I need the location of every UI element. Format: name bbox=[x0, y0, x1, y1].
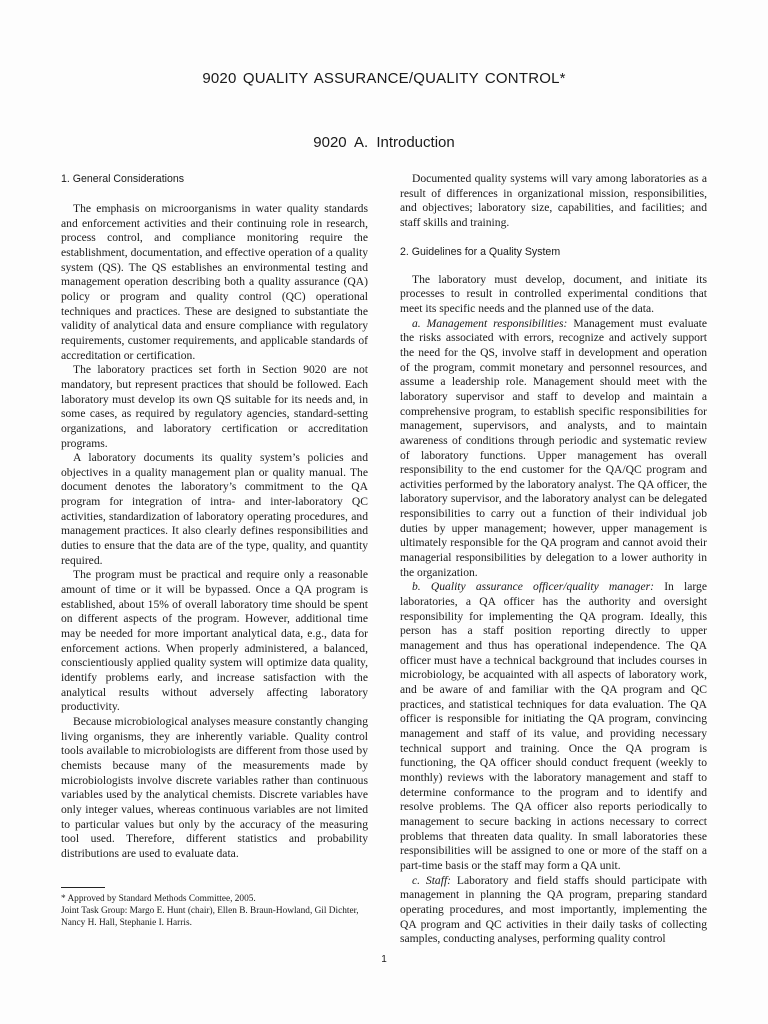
footnote-divider bbox=[61, 887, 105, 888]
left-column bbox=[61, 172, 368, 862]
item-text: Laboratory and field staffs should participate with management in planning the QA program, preparing standard operating procedures, and most importantly, implementing the QA program and QC activities in their daily tasks of collecting samples, conducting analyses, performing quality control bbox=[400, 873, 708, 946]
item-staff bbox=[400, 874, 707, 947]
footnote-task-group: Joint Task Group: Margo E. Hunt (chair), Ellen B. Braun-Howland, Gil Dichter, Nancy H. Hall, Stephanie I. Harris. bbox=[61, 905, 359, 928]
subheading-general-considerations: 1. General Considerations bbox=[61, 173, 185, 185]
item-text: Management must evaluate the risks associated with errors, recognize and actively support the need for the QS, involve staff in development and operation of the program, commit monetary and personnel resources, and assume a leadership role. Management should meet with the laboratory supervisor and staff to develop and maintain a comprehensive program, to establish specific responsibilities for management, supervisors, and analysts, and to maintain awareness of conditions through periodic and systematic review of laboratory functions. Upper management has overall responsibility to the end customer for the QA/QC program and activities performed by the laboratory analyst. The QA officer, the laboratory supervisor, and the laboratory analyst can be delegated responsibilities to carry out a function of their individual job duties by upper management; however, upper management is ultimately responsible for the QA program and cannot avoid their managerial responsibilities by delegation to a lower authority in the organization. bbox=[400, 316, 708, 579]
right-column bbox=[400, 172, 707, 947]
run-in-heading: c. Staff: bbox=[412, 873, 452, 887]
document-title: 9020 QUALITY ASSURANCE/QUALITY CONTROL* bbox=[202, 70, 566, 87]
paragraph: The laboratory practices set forth in Section 9020 are not mandatory, but represent practices that should be followed. Each laboratory must develop its own QS suitable for its needs and, in some cases, as required by regulatory agencies, standard-setting organizations, and laboratory certification or accreditation programs. bbox=[61, 363, 368, 450]
paragraph: Documented quality systems will vary among laboratories as a result of differences in organizational mission, responsibilities, and objectives; laboratory size, capabilities, and facilities; and staff skills and training. bbox=[400, 172, 707, 229]
item-management-responsibilities bbox=[400, 317, 707, 581]
run-in-heading: b. Quality assurance officer/quality manager: bbox=[412, 580, 654, 594]
paragraph: The laboratory must develop, document, and initiate its processes to result in controlled experimental conditions that meet its specific needs and the planned use of the data. bbox=[400, 272, 707, 315]
page-number: 1 bbox=[381, 954, 387, 965]
run-in-heading: a. Management responsibilities: bbox=[412, 316, 568, 330]
item-text: In large laboratories, a QA officer has the authority and oversight responsibility for implementing the QA program. Ideally, this person has a staff position reporting directly to upper management and thus has operational independence. The QA officer must have a technical background that includes courses in microbiology, be acquainted with all aspects of laboratory work, and be aware of and familiar with the QA program and QC practices, and statistical techniques for data evaluation. The QA officer is responsible for initiating the QA program, convincing management and staff of its value, and providing necessary technical support and training. Once the QA program is functioning, the QA officer should conduct frequent (weekly to monthly) reviews with the laboratory management and staff to determine conformance to the program and to identify and resolve problems. The QA officer also reports periodically to management to secure backing in actions necessary to correct problems that threaten data quality. In small laboratories these responsibilities will be assigned to one or more of the staff on a part-time basis or the staff may form a QA unit. bbox=[400, 580, 707, 872]
paragraph: Because microbiological analyses measure constantly changing living organisms, they are inherently variable. Quality control tools available to microbiologists are different from those used by chemists because many of the measurements made by microbiologists involve discrete variables rather than continuous variables used by the analytical chemists. Discrete variables have only integer values, whereas continuous variables are not limited to particular values but only by the accuracy of the measuring tool used. Therefore, different statistics and probability distributions are used to evaluate data. bbox=[61, 714, 368, 860]
subheading-guidelines: 2. Guidelines for a Quality System bbox=[400, 245, 561, 258]
item-quality-assurance-officer bbox=[400, 580, 707, 873]
footnotes bbox=[61, 894, 368, 929]
paragraph: The emphasis on microorganisms in water quality standards and enforcement activities and their continuing role in research, process control, and compliance monitoring require the establishment, documentation, and effective operation of a quality system (QS). The QS establishes an environmental testing and management operation describing both a quality assurance (QA) policy or program and quality control (QC) operational techniques and practices. These are designed to substantiate the validity of analytical data and ensure compliance with regulatory requirements, customer requirements, and applicable standards of accreditation or certification. bbox=[61, 202, 368, 362]
section-title: 9020 A. Introduction bbox=[313, 134, 455, 151]
paragraph: The program must be practical and require only a reasonable amount of time or it will be bypassed. Once a QA program is established, about 15% of overall laboratory time should be spent on different aspects of the program. However, additional time may be needed for more important analytical data, e.g., data for enforcement actions. When properly administered, a balanced, conscientiously applied quality system will optimize data quality, identify problems early, and increase satisfaction with the analytical results without adversely affecting laboratory productivity. bbox=[61, 568, 368, 714]
footnote-approval: * Approved by Standard Methods Committee, 2005. bbox=[61, 894, 256, 904]
paragraph: A laboratory documents its quality system’s policies and objectives in a quality management plan or quality manual. The document denotes the laboratory’s commitment to the QA program for integration of intra- and inter-laboratory QC activities, standardization of laboratory operating procedures, and management practices. It also clearly defines responsibilities and duties to ensure that the data are of the type, quality, and quantity required. bbox=[61, 451, 368, 567]
